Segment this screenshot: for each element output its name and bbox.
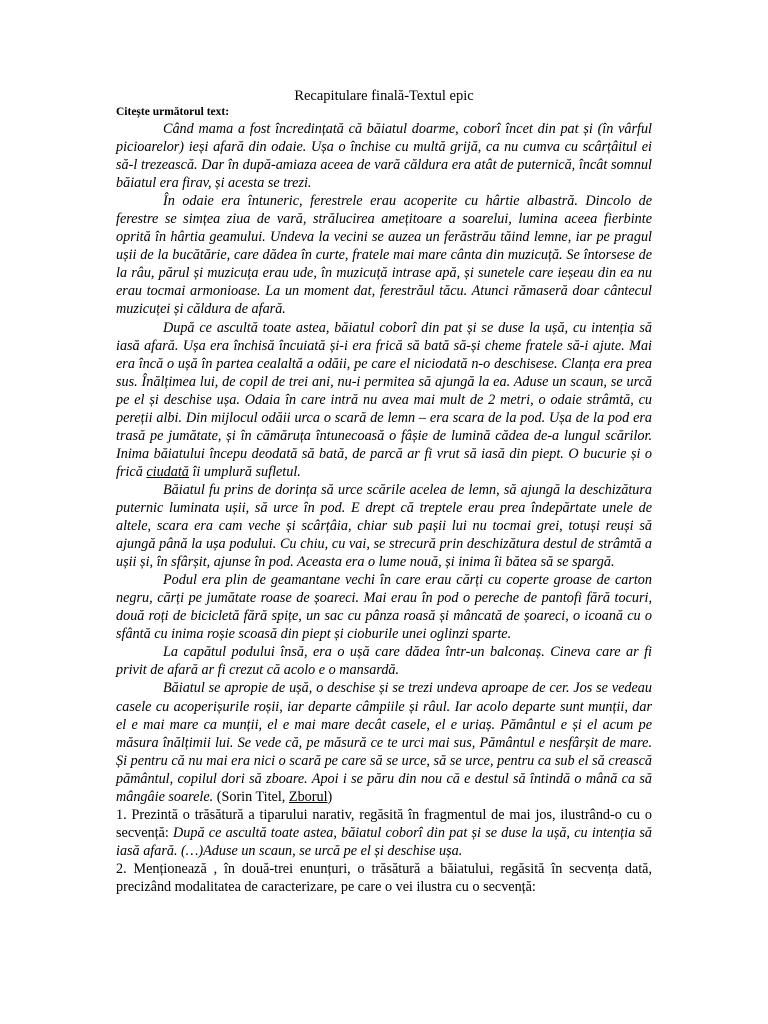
paragraph-3 [116,319,652,481]
question-1-quote: După ce ascultă toate astea, băiatul coborî din pat și se duse la ușă, cu intenția să iasă afară. (…)Aduse un scaun, se urcă pe el și deschise ușa. [116,824,652,859]
instruction-label: Citește următorul text: [116,106,230,118]
paragraph-1: Când mama a fost încredințată că băiatul doarme, coborî încet din pat și (în vârful picioarelor) ieși afară din odaie. Ușa o închise cu multă grijă, ca nu cumva cu scârțâitul ei să-l trezească. Dar în după-amiaza aceea de vară căldura era atât de puternică, încât somnul băiatul era firav, și acesta se trezi. [116,121,652,192]
question-2: 2. Menționează , în două-trei enunțuri, o trăsătură a băiatului, regăsită în secvența dată, precizând modalitatea de caracterizare, pe care o vei ilustra cu o secvență: [116,860,652,895]
document-page [116,88,652,896]
paragraph-6: La capătul podului însă, era o ușă care dădea într-un balconaș. Cineva care ar fi privit de afară ar fi crezut că acolo e o mansardă. [116,644,652,679]
paragraph-4: Băiatul fu prins de dorința să urce scările acelea de lemn, să ajungă la deschizătura puternic luminata ușii, să urce în pod. E drept că treptele erau prea îndepărtate unele de altele, scara era cam veche și scârțâia, chiar sub pașii lui nu tocmai grei, totuși reuși să ajungă până la ușa podului. Cu chiu, cu vai, se strecură prin deschizătura destul de strâmtă a ușii și, în sfârșit, ajunse în pod. Aceasta era o lume nouă, și inima îi bătea să se spargă. [116,481,652,571]
question-1-text: 1. Prezintă o trăsătură a tiparului narativ, regăsită în fragmentul de mai jos, ilustrând-o cu o secvență: [116,806,652,841]
citation-close: ) [327,788,333,805]
paragraph-7-text: Băiatul se apropie de ușă, o deschise și se trezi undeva aproape de cer. Jos se vedeau casele cu acoperișurile roșii, iar departe câmpiile și râul. Iar acolo departe sunt munții, dar el e mai mare ca munții, el e mai mare decât casele, el e uriaș. Pământul e și el acum pe măsura înălțimii lui. Se vede că, pe măsură ce te urci mai sus, Pământul e nesfârșit de mare. Și pentru că nu mai era nici o scară pe care să se urce, să se urce, pentru ca sub el să crească pământul, copilul dori să zboare. Apoi i se păru din nou că e destul să întindă o mână ca să mângâie soarele. [116,680,652,805]
citation-work: Zborul [288,788,328,805]
paragraph-3-text: După ce ascultă toate astea, băiatul coborî din pat și se duse la ușă, cu intenția să iasă afară. Ușa era închisă încuiată și-i era frică să bată să-și cheme fratele să-i ajute. Mai era încă o ușă în partea cealaltă a odăii, pe care el niciodată n-o deschisese. Clanța era prea sus. Înălțimea lui, de copil de trei ani, nu-i permitea să ajungă la ea. Aduse un scaun, se urcă pe el și deschise ușa. Odaia în care intră nu avea mai mult de 2 metri, o odaie strâmtă, cu pereții albi. Din mijlocul odăii urca o scară de lemn – era scara de la pod. Ușa de la pod era trasă pe jumătate, și în cămăruța întunecoasă o fâșie de lumină cădea de-a lungul scărilor. Inima băiatului începu deodată să bată, de parcă ar fi vrut să iasă din piept. O bucurie și o frică [116,319,652,480]
paragraph-5: Podul era plin de geamantane vechi în care erau cărți cu coperte groase de carton negru, cărți pe jumătate roase de șoareci. Mai erau în pod o pereche de pantofi fără tocuri, două roți de bicicletă fără spițe, un sac cu pânza roasă și mâncată de șoareci, o icoană cu o sfântă cu inima roșie scoasă din piept și cioburile unei oglinzi sparte. [116,572,652,643]
document-title: Recapitulare finală-Textul epic [294,88,474,104]
paragraph-2: În odaie era întuneric, ferestrele erau acoperite cu hârtie albastră. Dincolo de ferestre se simțea ziua de vară, strălucirea amețitoare a soarelui, lumina aceea fierbinte oprită în hârtia geamului. Undeva la vecini se auzea un ferăstrău tăind lemne, iar pe pragul ușii de la bucătărie, care dădea în curte, fratele mai mare cânta din muzicuță. Se întorsese de la râu, părul și muzicuța erau ude, în muzicuță intrase apă, și sunetele care ieșeau din ea nu erau tocmai armonioase. La un moment dat, ferestrăul tăcu. Atunci rămaseră doar cântecul muzicuței și căldura de afară. [116,193,652,318]
question-1 [116,806,652,860]
paragraph-7 [116,679,652,805]
paragraph-3-tail: îi umplură sufletul. [188,463,301,480]
underlined-word: ciudată [146,463,189,480]
citation-prefix: (Sorin Titel, [216,788,286,805]
